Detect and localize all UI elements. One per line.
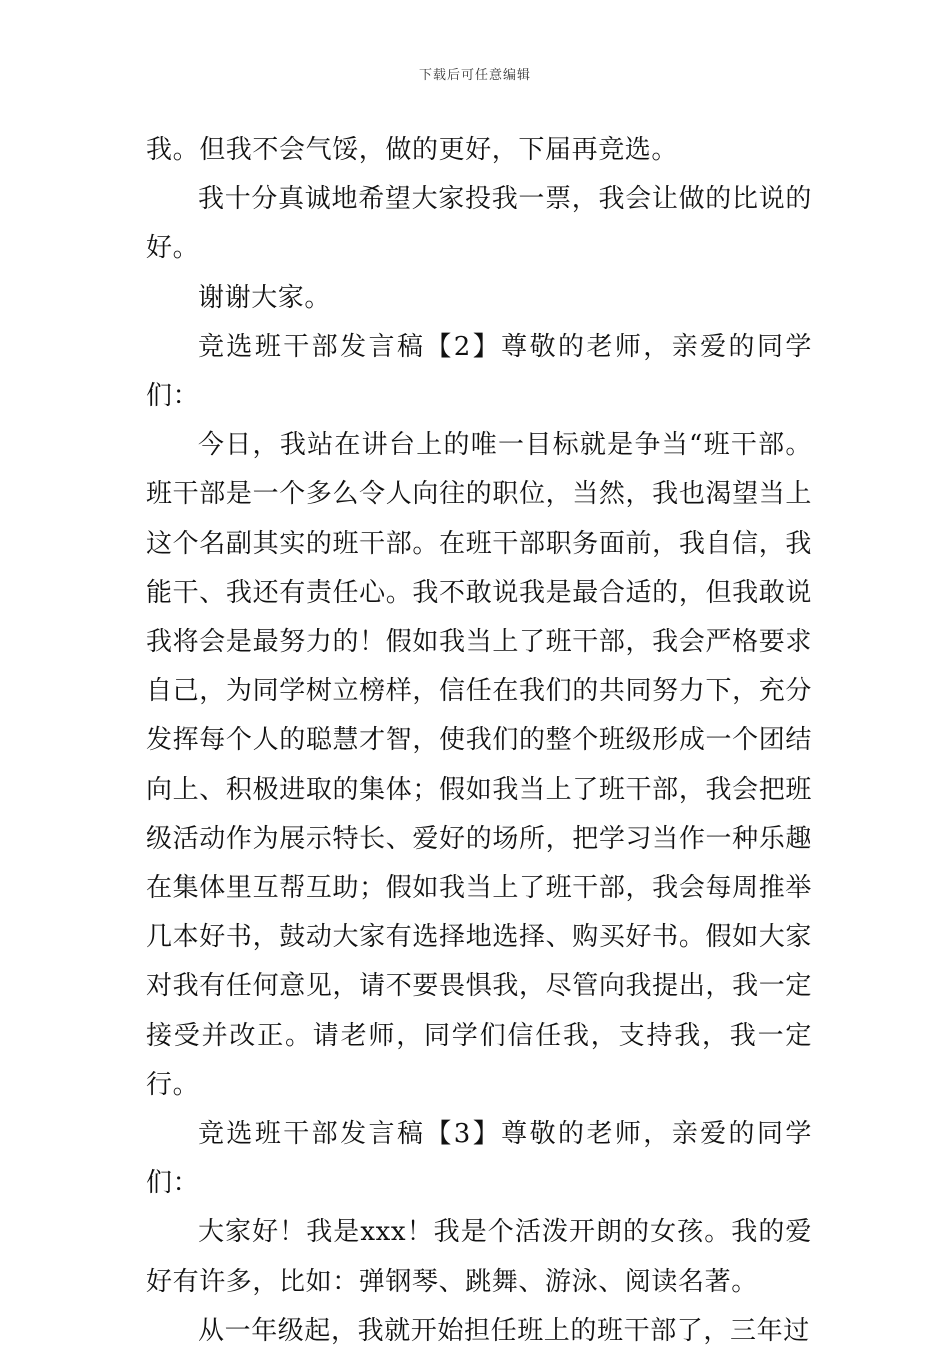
paragraph: 我十分真诚地希望大家投我一票，我会让做的比说的好。 xyxy=(146,184,812,264)
paragraph: 今日，我站在讲台上的唯一目标就是争当“班干部。班干部是一个多么令人向往的职位，当然，我也渴望当上这个名副其实的班干部。在班干部职务面前，我自信，我能干、我还有责任心。我不敢说我是最合适的，但我敢说我将会是最努力的！假如我当上了班干部，我会严格要求自己，为同学树立榜样，信任在我们的共同努力下，充分发挥每个人的聪慧才智，使我们的整个班级形成一个团结向上、积极进取的集体；假如我当上了班干部，我会把班级活动作为展示特长、爱好的场所，把学习当作一种乐趣在集体里互帮互助；假如我当上了班干部，我会每周推举几本好书，鼓动大家有选择地选择、购买好书。假如大家对我有任何意见，请不要畏惧我，尽管向我提出，我一定接受并改正。请老师，同学们信任我，支持我，我一定行。 xyxy=(146,430,812,1100)
section-heading: 竞选班干部发言稿【3】尊敬的老师，亲爱的同学们： xyxy=(146,1119,812,1199)
paragraph: 大家好！我是xxx！我是个活泼开朗的女孩。我的爱好有许多，比如：弹钢琴、跳舞、游泳、阅读名著。 xyxy=(146,1217,812,1297)
paragraph: 从一年级起，我就开始担任班上的班干部了，三年过 xyxy=(198,1315,810,1346)
page-header: 下载后可任意编辑 xyxy=(418,68,531,83)
section-heading: 竞选班干部发言稿【2】尊敬的老师，亲爱的同学们： xyxy=(146,331,812,412)
paragraph: 谢谢大家。 xyxy=(198,282,332,313)
paragraph: 我。但我不会气馁，做的更好，下届再竞选。 xyxy=(146,135,679,165)
document-body xyxy=(146,126,812,1356)
